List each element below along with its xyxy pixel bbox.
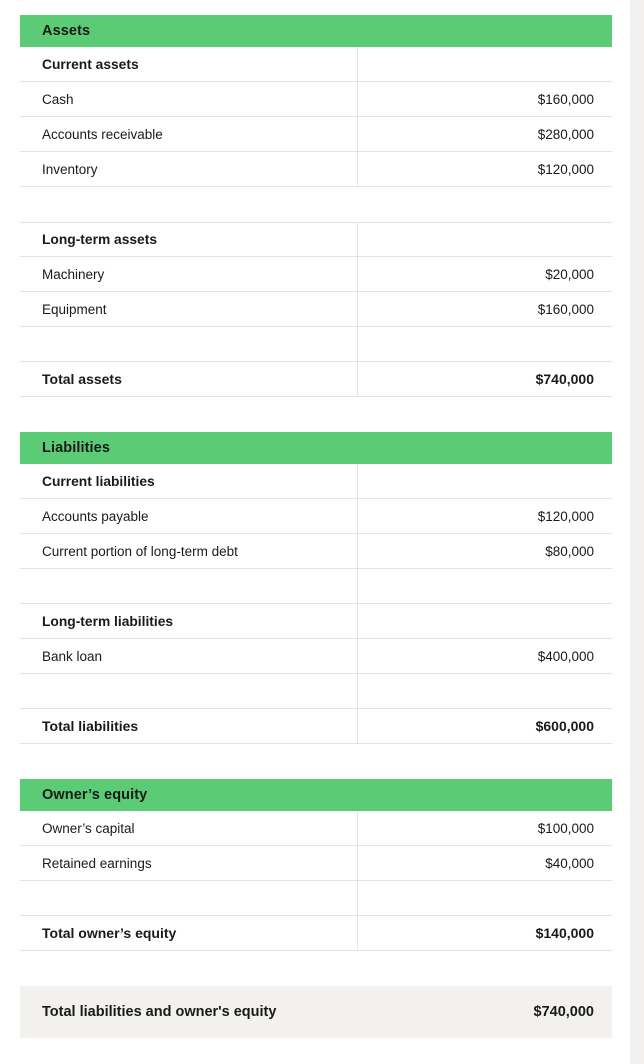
total-row-owners-equity [20, 916, 612, 951]
row-value: $400,000 [357, 639, 612, 674]
table-row [20, 811, 612, 846]
table-row [20, 82, 612, 117]
total-row-assets [20, 362, 612, 397]
group-gap-row [20, 187, 612, 222]
row-value [357, 187, 612, 222]
row-value [357, 569, 612, 604]
row-label: Owner’s capital [42, 820, 135, 836]
section-assets [20, 15, 612, 397]
row-value: $600,000 [357, 709, 612, 744]
row-value [357, 327, 612, 362]
section-title: Assets [42, 23, 91, 39]
balance-sheet-table [20, 15, 612, 1038]
table-row [20, 846, 612, 881]
row-label: Long-term liabilities [42, 613, 174, 629]
table-row [20, 117, 612, 152]
row-label: Total liabilities [42, 718, 139, 734]
spacer-row [20, 569, 612, 604]
row-label: Long-term assets [42, 232, 158, 247]
row-value: $280,000 [357, 117, 612, 152]
total-row-liabilities [20, 709, 612, 744]
row-label: Current assets [42, 56, 139, 72]
row-label: Equipment [42, 301, 107, 317]
row-value: $100,000 [357, 811, 612, 846]
row-value [357, 47, 612, 82]
row-value: $40,000 [357, 846, 612, 881]
row-value: $160,000 [357, 82, 612, 117]
row-value [357, 881, 612, 916]
row-value: $20,000 [357, 257, 612, 292]
table-row [20, 499, 612, 534]
row-label: Current liabilities [42, 473, 155, 489]
row-label: Total owner’s equity [42, 925, 177, 941]
section-owners-equity [20, 779, 612, 951]
row-value [357, 674, 612, 709]
row-label: Bank loan [42, 648, 103, 664]
section-header-assets [20, 15, 612, 47]
row-label: Inventory [42, 161, 98, 177]
row-label: Current portion of long-term debt [42, 543, 238, 559]
table-row [20, 534, 612, 569]
subheading-row-current-liabilities [20, 464, 612, 499]
page-gutter [630, 0, 644, 1064]
section-header-liabilities [20, 432, 612, 464]
table-row [20, 257, 612, 292]
grand-total-label: Total liabilities and owner's equity [42, 1004, 277, 1020]
grand-total-row [20, 986, 612, 1038]
spacer-row [20, 674, 612, 709]
row-value: $120,000 [357, 152, 612, 187]
row-value: $120,000 [357, 499, 612, 534]
grand-total-value: $740,000 [533, 1004, 594, 1020]
table-row [20, 152, 612, 187]
table-row [20, 292, 612, 327]
subheading-row-long-term-liabilities [20, 604, 612, 639]
row-label: Total assets [42, 371, 122, 387]
section-liabilities [20, 432, 612, 744]
row-label: Machinery [42, 266, 105, 282]
spacer-row [20, 881, 612, 916]
row-label: Accounts payable [42, 508, 149, 524]
row-value [357, 604, 612, 639]
row-value [357, 222, 612, 257]
subheading-row-long-term-assets [20, 222, 612, 257]
subheading-row-current-assets [20, 47, 612, 82]
row-value: $140,000 [357, 916, 612, 951]
section-header-owners-equity [20, 779, 612, 811]
row-label: Retained earnings [42, 855, 152, 871]
section-title: Owner’s equity [42, 787, 148, 803]
spacer-row [20, 327, 612, 362]
row-label: Cash [42, 91, 74, 107]
row-value [357, 464, 612, 499]
table-row [20, 639, 612, 674]
row-value: $740,000 [357, 362, 612, 397]
row-value: $160,000 [357, 292, 612, 327]
row-label: Accounts receivable [42, 126, 163, 142]
section-title: Liabilities [42, 440, 110, 456]
row-value: $80,000 [357, 534, 612, 569]
